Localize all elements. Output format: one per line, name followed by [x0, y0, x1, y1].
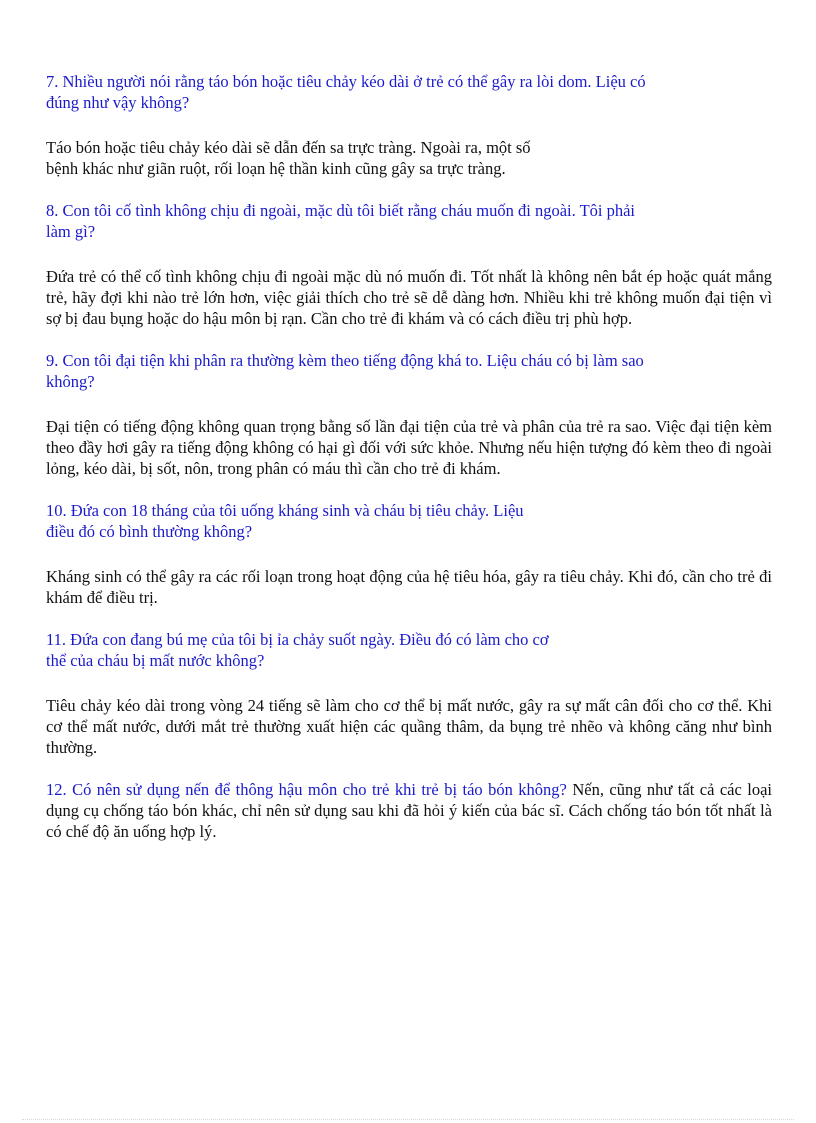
question-7	[46, 71, 772, 113]
question-line: điều đó có bình thường không?	[46, 522, 253, 541]
question-8	[46, 200, 772, 242]
answer-8: Đứa trẻ có thể cố tình không chịu đi ngoài mặc dù nó muốn đi. Tốt nhất là không nên bắt ép hoặc quát mắng trẻ, hãy đợi khi nào trẻ lớn hơn, việc giải thích cho trẻ sẽ dễ dàng hơn. Nhiều khi trẻ không muốn đại tiện vì sợ bị đau bụng hoặc do hậu môn bị rạn. Cần cho trẻ đi khám và có cách điều trị phù hợp.	[46, 267, 772, 328]
question-line: 7. Nhiều người nói rằng táo bón hoặc tiêu chảy kéo dài ở trẻ có thể gây ra lòi dom. Liệu có	[46, 72, 646, 91]
answer-10: Kháng sinh có thể gây ra các rối loạn trong hoạt động của hệ tiêu hóa, gây ra tiêu chảy. Khi đó, cần cho trẻ đi khám để điều trị.	[46, 567, 772, 607]
question-line: 9. Con tôi đại tiện khi phân ra thường kèm theo tiếng động khá to. Liệu cháu có bị làm sao	[46, 351, 644, 370]
question-line: làm gì?	[46, 222, 96, 241]
question-12: 12. Có nên sử dụng nến để thông hậu môn cho trẻ khi trẻ bị táo bón không?	[46, 780, 567, 799]
answer-line: Táo bón hoặc tiêu chảy kéo dài sẽ dẫn đến sa trực tràng. Ngoài ra, một số	[46, 138, 531, 157]
question-11	[46, 629, 772, 671]
question-line: đúng như vậy không?	[46, 93, 190, 112]
answer-9: Đại tiện có tiếng động không quan trọng bằng số lần đại tiện của trẻ và phân của trẻ ra sao. Việc đại tiện kèm theo đầy hơi gây ra tiếng động không có hại gì đối với sức khỏe. Nhưng nếu hiện tượng đó kèm theo đi ngoài lỏng, kéo dài, bị sốt, nôn, trong phân có máu thì cần cho trẻ đi khám.	[46, 417, 772, 478]
question-9	[46, 350, 772, 392]
answer-line: bệnh khác như giãn ruột, rối loạn hệ thần kinh cũng gây sa trực tràng.	[46, 159, 506, 178]
page-bottom-divider	[22, 1119, 794, 1120]
question-line: 11. Đứa con đang bú mẹ của tôi bị ỉa chảy suốt ngày. Điều đó có làm cho cơ	[46, 630, 549, 649]
question-line: không?	[46, 372, 95, 391]
answer-11: Tiêu chảy kéo dài trong vòng 24 tiếng sẽ làm cho cơ thể bị mất nước, gây ra sự mất cân đối cho cơ thể. Khi cơ thể mất nước, dưới mắt trẻ thường xuất hiện các quầng thâm, da bụng trẻ nhẽo và không căng như bình thường.	[46, 696, 772, 757]
question-12-with-answer	[46, 779, 772, 842]
document-page	[46, 71, 772, 842]
answer-7	[46, 137, 772, 179]
question-line: 10. Đứa con 18 tháng của tôi uống kháng sinh và cháu bị tiêu chảy. Liệu	[46, 501, 524, 520]
question-line: 8. Con tôi cố tình không chịu đi ngoài, mặc dù tôi biết rằng cháu muốn đi ngoài. Tôi phải	[46, 201, 636, 220]
question-line: thể của cháu bị mất nước không?	[46, 651, 265, 670]
answer-12: Nến, cũng như tất cả các loại dụng cụ chống táo bón khác, chỉ nên sử dụng sau khi đã hỏi ý kiến của bác sĩ. Cách chống táo bón tốt nhất là có chế độ ăn uống hợp lý.	[46, 780, 772, 841]
question-10	[46, 500, 772, 542]
